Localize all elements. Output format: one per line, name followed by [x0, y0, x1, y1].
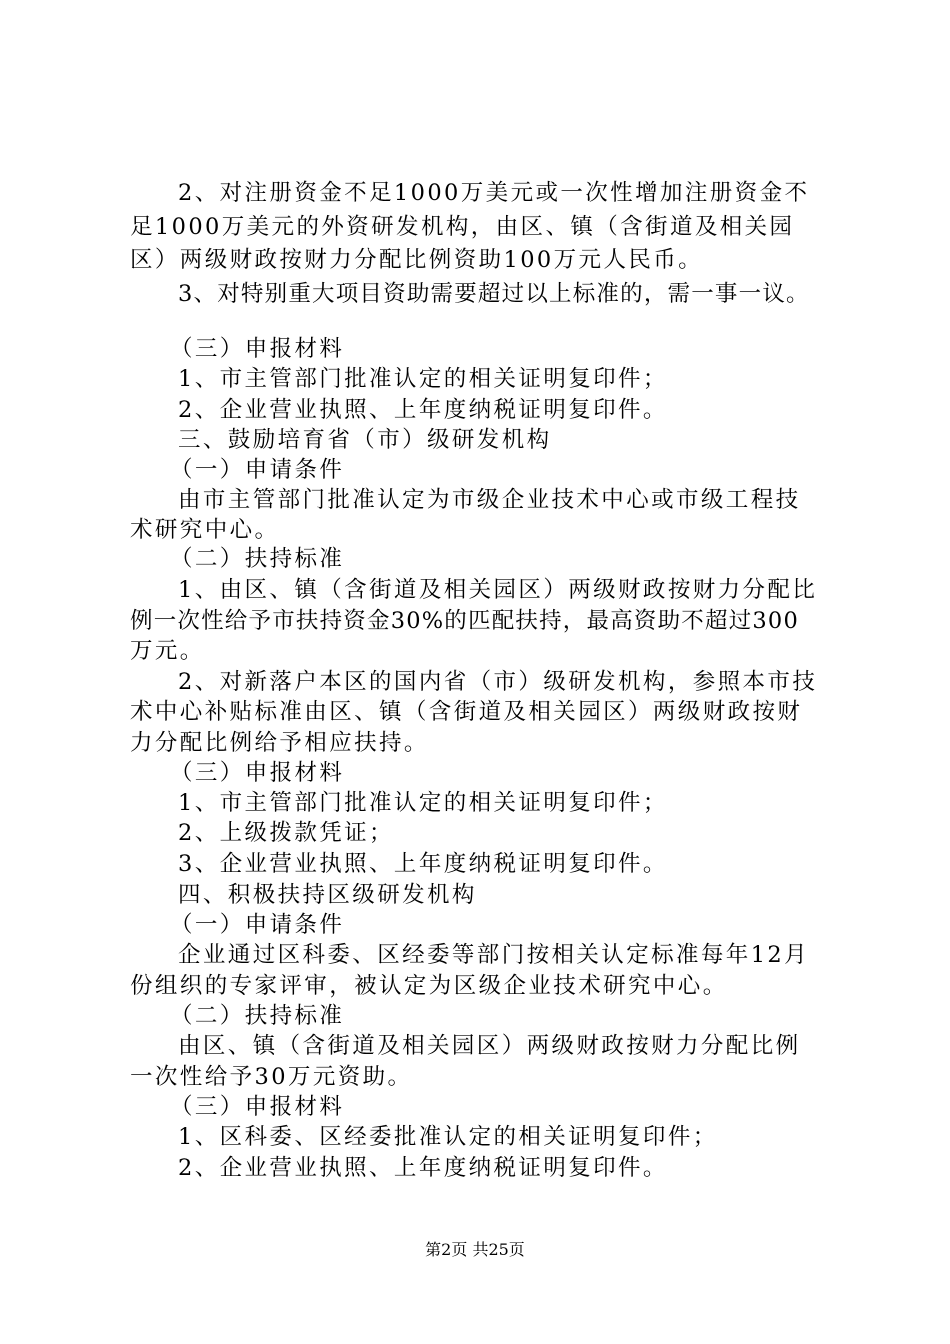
text-line: 份组织的专家评审，被认定为区级企业技术研究中心。 — [130, 973, 728, 999]
section-heading: （三）申报材料 — [170, 760, 345, 786]
text-line: 力分配比例给予相应扶持。 — [130, 730, 429, 756]
section-heading: （一）申请条件 — [170, 457, 345, 483]
text-line: 例一次性给予市扶持资金30%的匹配扶持，最高资助不超过300 — [130, 608, 799, 634]
text-line: 2、对注册资金不足1000万美元或一次性增加注册资金不 — [178, 180, 810, 206]
text-line: 2、企业营业执照、上年度纳税证明复印件。 — [178, 1155, 668, 1181]
text-line: 1、市主管部门批准认定的相关证明复印件； — [178, 366, 668, 392]
page-number-footer: 第2页 共25页 — [425, 1240, 525, 1259]
text-line: 1、由区、镇（含街道及相关园区）两级财政按财力分配比 — [178, 577, 818, 603]
text-line: 万元。 — [130, 638, 205, 664]
section-heading: （二）扶持标准 — [170, 1003, 345, 1029]
text-line: 2、对新落户本区的国内省（市）级研发机构，参照本市技 — [178, 669, 818, 695]
text-line: 区）两级财政按财力分配比例资助100万元人民币。 — [130, 247, 704, 273]
section-heading: 三、鼓励培育省（市）级研发机构 — [178, 427, 552, 453]
text-line: 2、上级拨款凭证； — [178, 820, 394, 846]
text-line: 术中心补贴标准由区、镇（含街道及相关园区）两级财政按财 — [130, 699, 803, 725]
text-line: 足1000万美元的外资研发机构，由区、镇（含街道及相关园 — [130, 214, 795, 240]
section-heading: （三）申报材料 — [170, 1094, 345, 1120]
text-line: 企业通过区科委、区经委等部门按相关认定标准每年12月 — [178, 942, 810, 968]
text-line: 2、企业营业执照、上年度纳税证明复印件。 — [178, 397, 668, 423]
section-heading: （一）申请条件 — [170, 912, 345, 938]
text-line: 由区、镇（含街道及相关园区）两级财政按财力分配比例 — [178, 1033, 801, 1059]
text-line: 3、对特别重大项目资助需要超过以上标准的，需一事一议。 — [178, 281, 810, 307]
text-line: 3、企业营业执照、上年度纳税证明复印件。 — [178, 851, 668, 877]
section-heading: 四、积极扶持区级研发机构 — [178, 882, 477, 908]
text-line: 由市主管部门批准认定为市级企业技术中心或市级工程技 — [178, 487, 801, 513]
text-line: 一次性给予30万元资助。 — [130, 1064, 413, 1090]
text-line: 1、区科委、区经委批准认定的相关证明复印件； — [178, 1124, 718, 1150]
section-heading: （二）扶持标准 — [170, 546, 345, 572]
section-heading: （三）申报材料 — [170, 336, 345, 362]
text-line: 1、市主管部门批准认定的相关证明复印件； — [178, 790, 668, 816]
text-line: 术研究中心。 — [130, 517, 280, 543]
